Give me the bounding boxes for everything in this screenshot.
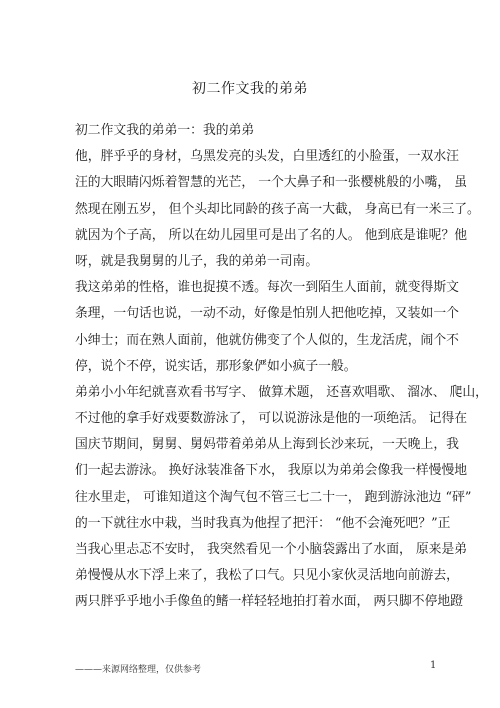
text-line: 弟慢慢从水下浮上来了，我松了口气。只见小家伙灵活地向前游去， — [75, 568, 459, 584]
footer-source-note: ———来源网络整理，仅供参考 — [75, 665, 202, 675]
text-line: 停，说个不停，说实话，那形象俨如小疯子一般。 — [75, 358, 357, 374]
text-line: 然现在刚五岁， 但个头却比同龄的孩子高一大截， 身高已有一米三了。 — [75, 201, 480, 217]
text-line: 的一下就往水中栽，当时我真为他捏了把汗： “他不会淹死吧？”正 — [75, 515, 451, 531]
text-line: 国庆节期间，舅舅、舅妈带着弟弟从上海到长沙来玩，一天晚上，我 — [75, 437, 459, 453]
text-line: 们一起去游泳。 换好泳装准备下水， 我原以为弟弟会像我一样慢慢地 — [75, 463, 468, 479]
text-line: 不过他的拿手好戏要数游泳了， 可以说游泳是他的一项绝活。 记得在 — [75, 411, 468, 427]
text-line: 我这弟弟的性格，谁也捉摸不透。每次一到陌生人面前，就变得斯文 — [75, 280, 459, 296]
text-line: 条理，一句话也说，一动不动，好像是怕别人把他吃掉，又装如一个 — [75, 306, 459, 322]
text-line: 汪的大眼睛闪烁着智慧的光芒， 一个大鼻子和一张樱桃般的小嘴， 虽 — [75, 175, 468, 191]
text-line: 呀，就是我舅舅的儿子，我的弟弟一司南。 — [75, 253, 319, 269]
text-line: 当我心里忐忑不安时， 我突然看见一个小脑袋露出了水面， 原来是弟 — [75, 542, 468, 557]
text-line: 就因为个子高， 所以在幼儿园里可是出了名的人。 他到底是谁呢？他 — [75, 227, 468, 243]
subtitle-line: 初二作文我的弟弟一：我的弟弟 — [75, 123, 255, 138]
text-line: 弟弟小小年纪就喜欢看书写字、 做算术题， 还喜欢唱歌、 溜冰、 爬山， — [75, 384, 488, 400]
text-line: 小绅士；而在熟人面前，他就仿佛变了个人似的，生龙活虎，闹个不 — [75, 332, 459, 348]
page-number: 1 — [430, 660, 437, 671]
text-line: 两只胖乎乎地小手像鱼的鳍一样轻轻地拍打着水面， 两只脚不停地蹬 — [75, 594, 463, 610]
text-line: 他，胖乎乎的身材，乌黑发亮的头发，白里透红的小脸蛋，一双水汪 — [75, 149, 459, 165]
document-title: 初二作文我的弟弟 — [192, 81, 308, 97]
text-line: 往水里走， 可谁知道这个淘气包不管三七二十一， 跑到游泳池边 “砰” — [75, 489, 472, 505]
body-text — [75, 118, 488, 616]
